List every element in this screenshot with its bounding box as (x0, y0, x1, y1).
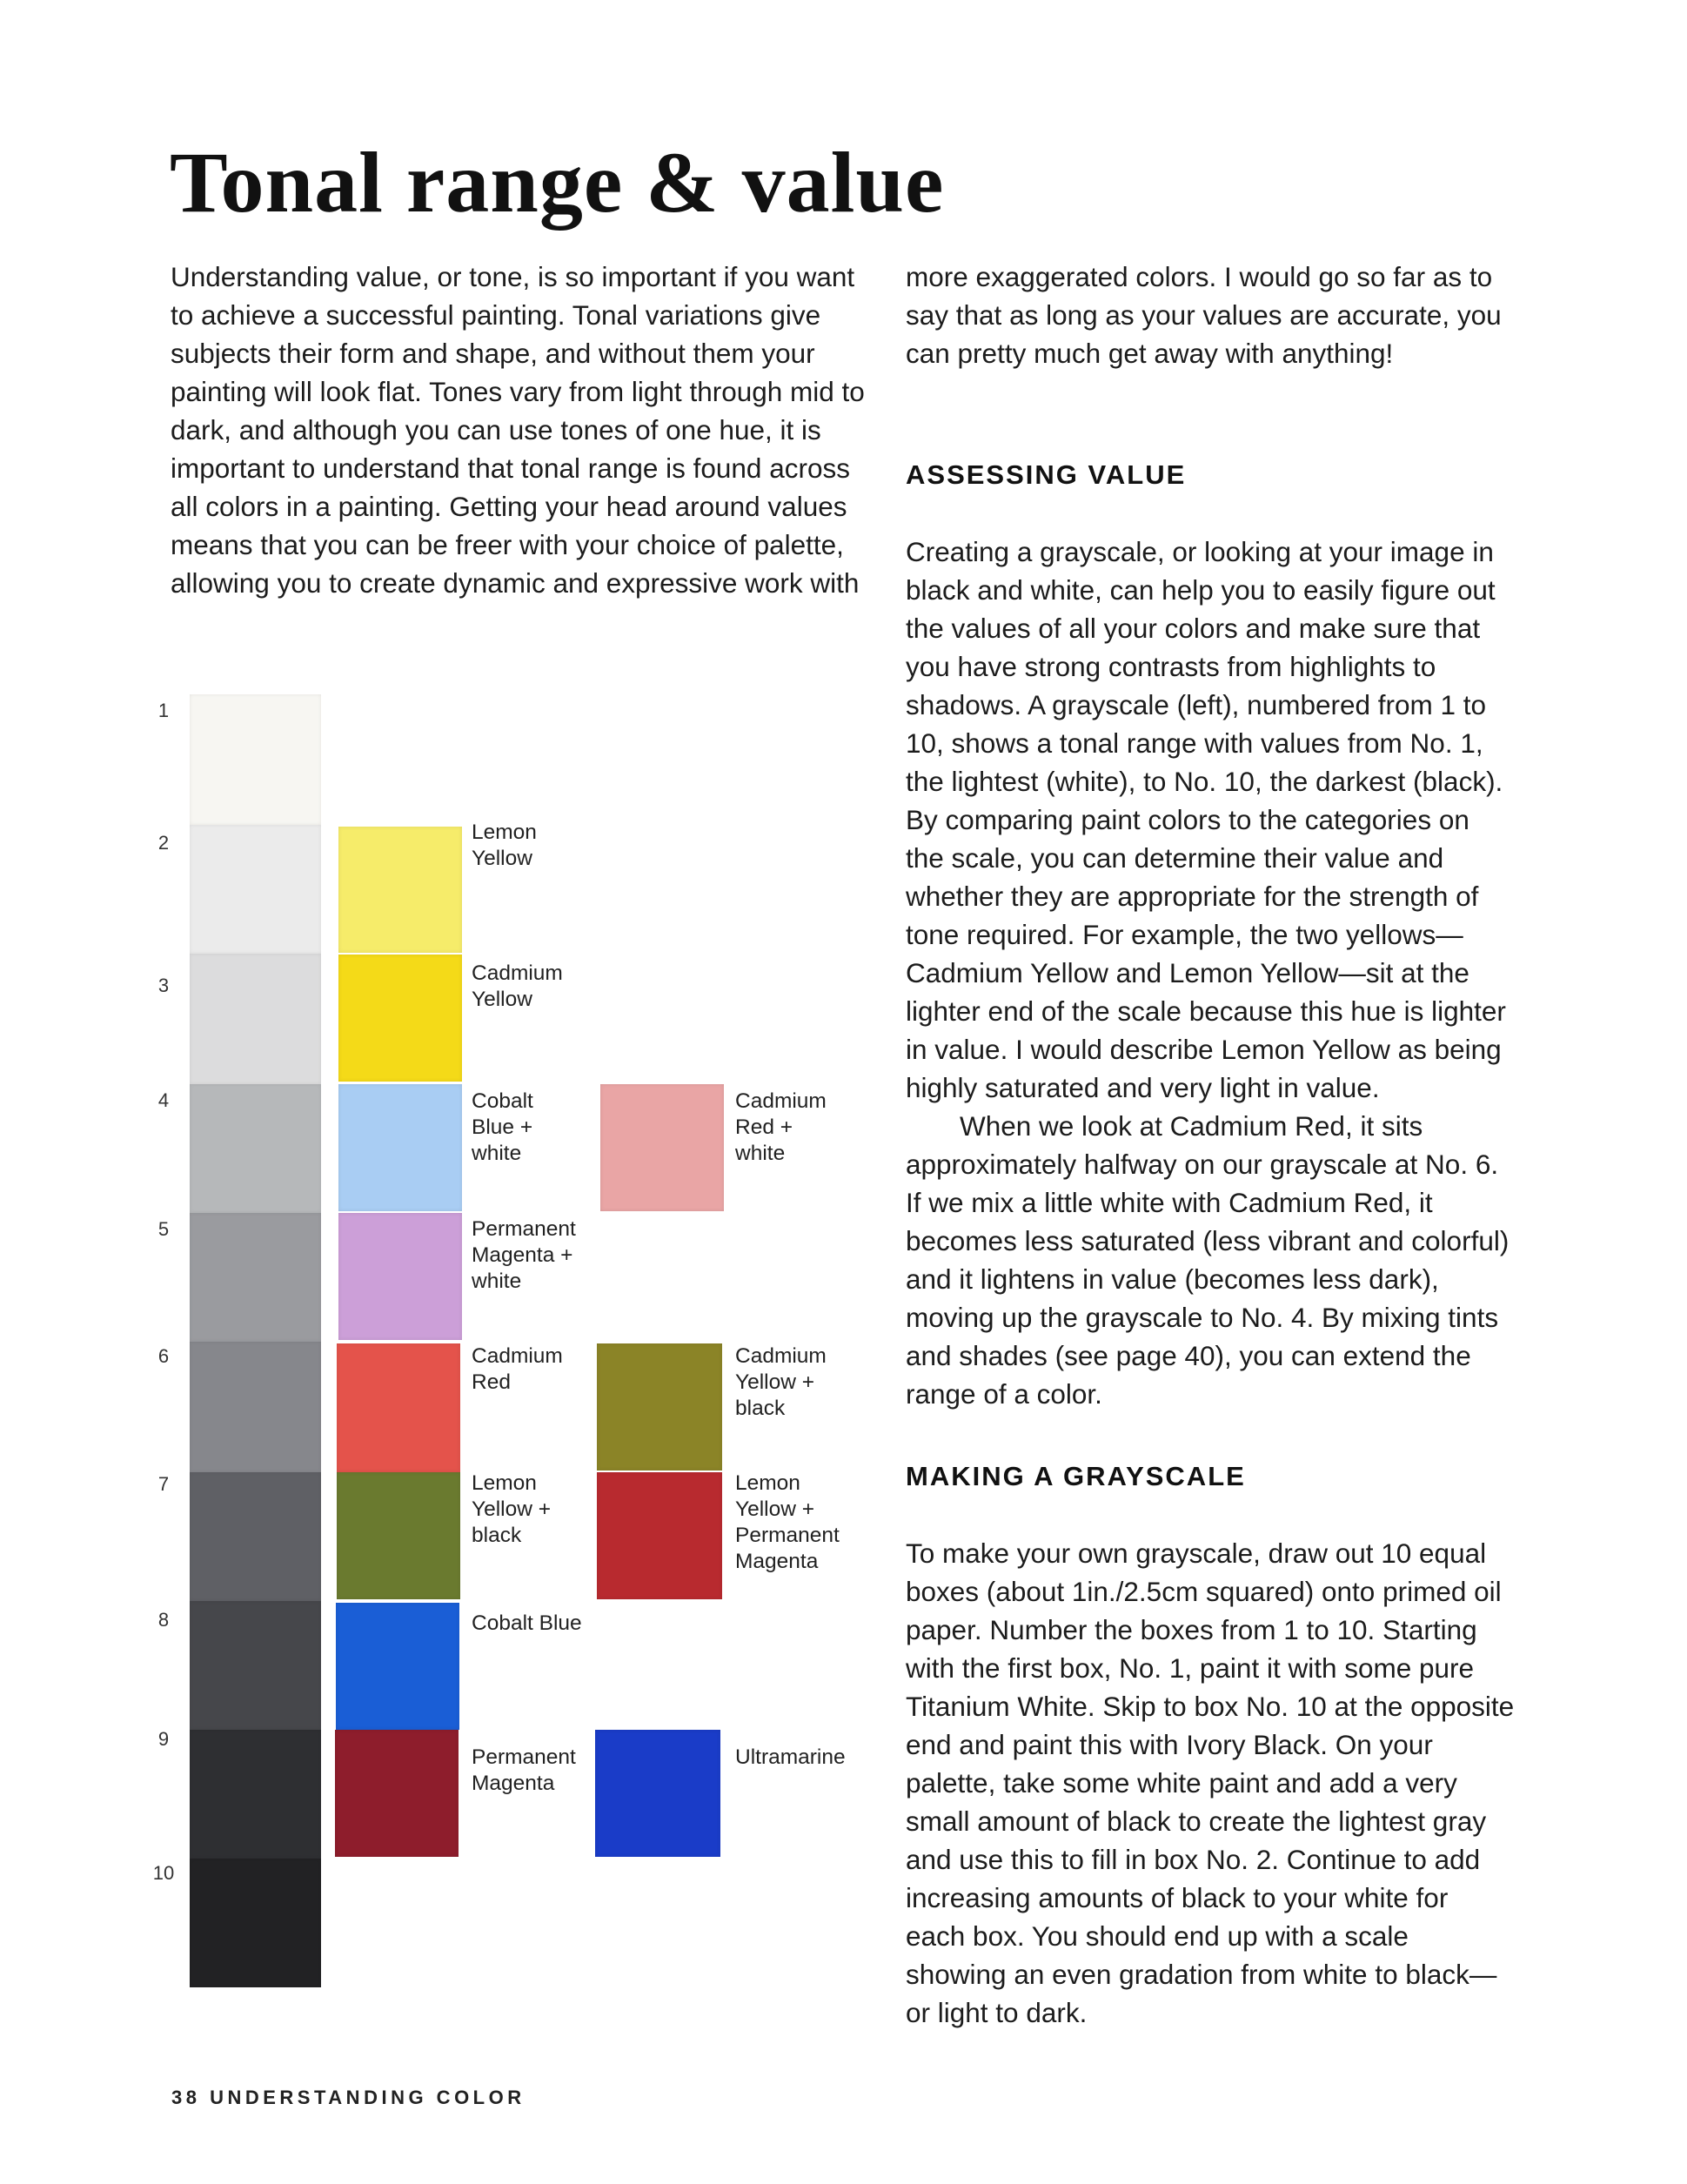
swatch-label: Cadmium Red + white (735, 1089, 827, 1165)
swatch (597, 1343, 722, 1471)
grayscale-number: 5 (157, 1218, 170, 1240)
swatch (338, 1213, 462, 1340)
grayscale-box (190, 694, 321, 825)
heading-making-grayscale: MAKING A GRAYSCALE (906, 1461, 1246, 1491)
grayscale-box (190, 954, 321, 1084)
swatch-label: Lemon Yellow + Permanent Magenta (735, 1471, 840, 1573)
swatch (335, 1730, 459, 1857)
grayscale-number: 4 (157, 1089, 170, 1111)
swatch-label: Cadmium Yellow (472, 961, 563, 1011)
grayscale-number: 6 (157, 1345, 170, 1367)
swatch (595, 1730, 720, 1857)
grayscale-number: 3 (157, 975, 170, 996)
swatch-label: Permanent Magenta + white (472, 1217, 576, 1293)
grayscale-box (190, 1859, 321, 1987)
swatch-label: Cobalt Blue (472, 1611, 582, 1635)
swatch-label: Cadmium Yellow + black (735, 1344, 827, 1420)
swatch (337, 1472, 460, 1599)
grayscale-box (190, 1342, 321, 1472)
right-column (906, 258, 1515, 2032)
grayscale-box (190, 1084, 321, 1213)
page-footer: 38 UNDERSTANDING COLOR (171, 2087, 526, 2108)
intro-paragraph-right: more exaggerated colors. I would go so far as to say that as long as your values are accurate, you can pretty much get away with anything! (906, 261, 1502, 369)
grayscale-number: 8 (157, 1609, 170, 1631)
swatch-label: Cobalt Blue + white (472, 1089, 533, 1165)
swatch (597, 1472, 722, 1599)
swatch-label: Lemon Yellow (472, 821, 537, 870)
page-title: Tonal range & value (170, 134, 945, 231)
swatch (338, 827, 462, 953)
grayscale-number: 9 (157, 1728, 170, 1750)
swatch-label: Ultramarine (735, 1745, 846, 1769)
swatch-label: Lemon Yellow + black (472, 1471, 552, 1547)
assessing-value-paragraph-1: Creating a grayscale, or looking at your image in black and white, can help you to easily figure out the values of all your colors and make sure that you have strong contrasts from highlights to shadows. A grayscale (left), numbered from 1 to 10, shows a tonal range with values from No. 1, the lightest (white), to No. 10, the darkest (black). By comparing paint colors to the categories on the scale, you can determine their value and whether they are appropriate for the strength of tone required. For example, the two yellows—Cadmium Yellow and Lemon Yellow—sit at the lighter end of the scale because this hue is lighter in value. I would describe Lemon Yellow as being highly saturated and very light in value. (906, 536, 1506, 1103)
grayscale-box (190, 825, 321, 954)
swatch-label: Cadmium Red (472, 1344, 563, 1394)
grayscale-number: 10 (152, 1862, 175, 1884)
swatch (338, 1084, 462, 1211)
swatch (337, 1343, 460, 1472)
making-grayscale-paragraph: To make your own grayscale, draw out 10 equal boxes (about 1in./2.5cm squared) onto primed oil paper. Number the boxes from 1 to 10. Starting with the first box, No. 1, paint it with some pure Titanium White. Skip to box No. 10 at the opposite end and paint this with Ivory Black. On your palette, take some white paint and add a very small amount of black to create the lightest gray and use this to fill in box No. 2. Continue to add increasing amounts of black to your white for each box. You should end up with a scale showing an even gradation from white to black—or light to dark. (906, 1538, 1515, 2028)
assessing-value-paragraph-2: When we look at Cadmium Red, it sits approximately halfway on our grayscale at No. 6. If we mix a little white with Cadmium Red, it becomes less saturated (less vibrant and colorful) and it lightens in value (becomes less dark), moving up the grayscale to No. 4. By mixing tints and shades (see page 40), you can extend the range of a color. (906, 1110, 1510, 1410)
grayscale-box (190, 1213, 321, 1342)
swatch (338, 955, 462, 1082)
grayscale-box (190, 1601, 321, 1730)
swatch (336, 1603, 459, 1730)
grayscale-number: 7 (157, 1473, 170, 1495)
swatch (600, 1084, 724, 1211)
grayscale-number: 2 (157, 832, 170, 854)
grayscale-box (190, 1472, 321, 1601)
swatch-label: Permanent Magenta (472, 1745, 576, 1795)
intro-paragraph-left: Understanding value, or tone, is so important if you want to achieve a successful painting. Tonal variations give subjects their form and shape, and without them your painting will look flat. Tones vary from light through mid to dark, and although you can use tones of one hue, it is important to understand that tonal range is found across all colors in a painting. Getting your head around values means that you can be freer with your choice of palette, allowing you to create dynamic and expressive work with (171, 261, 865, 599)
heading-assessing-value: ASSESSING VALUE (906, 459, 1187, 490)
grayscale-number: 1 (157, 700, 170, 721)
grayscale-box (190, 1730, 321, 1859)
